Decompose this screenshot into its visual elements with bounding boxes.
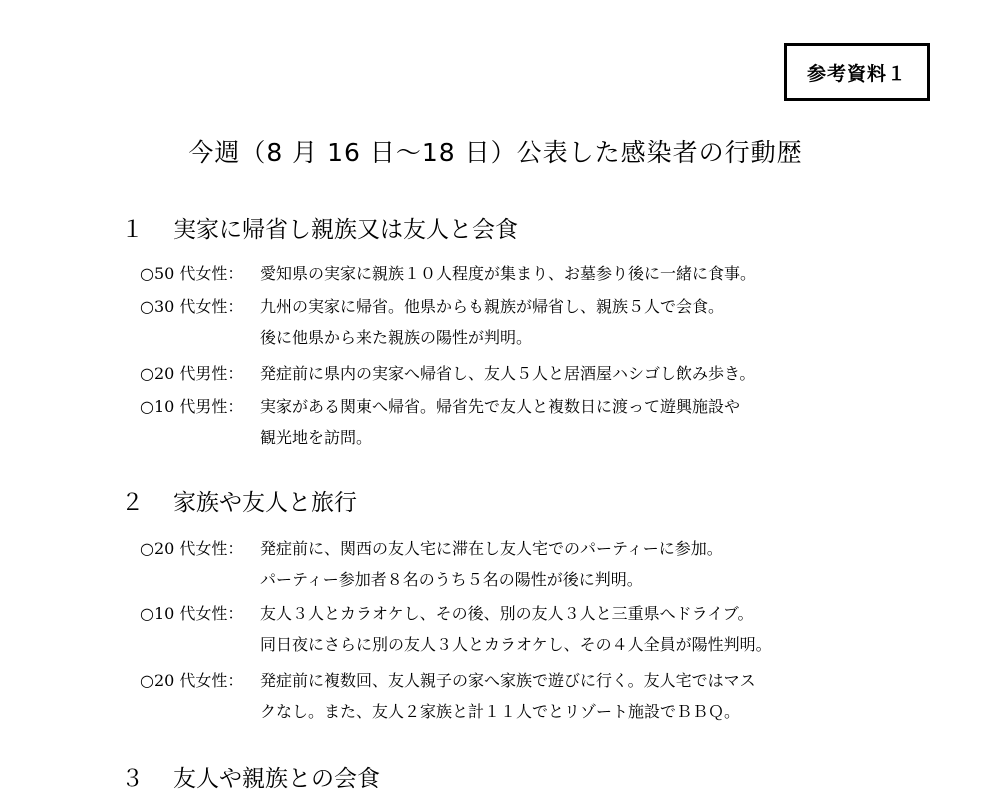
list-item <box>140 665 756 727</box>
section-number: ２ <box>121 490 144 516</box>
person-label: ○20 代女性： <box>140 671 244 690</box>
entry-line: 友人３人とカラオケし、その後、別の友人３人と三重県へドライブ。 <box>260 604 754 623</box>
section-heading <box>121 211 518 244</box>
list-item <box>140 291 724 353</box>
entry-description <box>260 533 723 595</box>
entry-description <box>260 358 755 389</box>
person-label: ○10 代男性： <box>140 397 244 416</box>
section-heading <box>121 760 380 793</box>
section-title: 友人や親族との会食 <box>173 766 380 792</box>
section-number: １ <box>121 217 144 243</box>
section-title: 家族や友人と旅行 <box>173 490 357 516</box>
entry-line: 観光地を訪問。 <box>260 428 373 447</box>
person-label: ○20 代男性： <box>140 364 244 383</box>
section-number: ３ <box>121 766 144 792</box>
entry-line: クなし。また、友人２家族と計１１人でとリゾート施設でＢＢＱ。 <box>260 702 741 721</box>
list-item <box>140 391 740 453</box>
list-item <box>140 533 723 595</box>
entry-line: 九州の実家に帰省。他県からも親族が帰省し、親族５人で会食。 <box>260 297 725 316</box>
list-item <box>140 598 772 660</box>
list-item <box>140 258 756 289</box>
reference-label-box <box>784 43 930 101</box>
person-label: ○30 代女性： <box>140 297 244 316</box>
entry-line: 発症前に、関西の友人宅に滞在し友人宅でのパーティーに参加。 <box>260 539 723 558</box>
entry-line: 実家がある関東へ帰省。帰省先で友人と複数日に渡って遊興施設や <box>260 397 741 416</box>
entry-line: 発症前に複数回、友人親子の家へ家族で遊びに行く。友人宅ではマス <box>260 671 756 690</box>
person-label: ○50 代女性： <box>140 264 244 283</box>
entry-description <box>260 391 740 453</box>
person-label: ○10 代女性： <box>140 604 244 623</box>
page-title: 今週（8 月 16 日～18 日）公表した感染者の行動歴 <box>188 138 803 167</box>
entry-description <box>260 598 772 660</box>
person-label: ○20 代女性： <box>140 539 244 558</box>
section-title: 実家に帰省し親族又は友人と会食 <box>173 217 518 243</box>
entry-line: 愛知県の実家に親族１０人程度が集まり、お墓参り後に一緒に食事。 <box>260 264 757 283</box>
entry-description <box>260 291 724 353</box>
reference-label: 参考資料１ <box>806 62 907 85</box>
entry-description <box>260 258 756 289</box>
entry-line: 発症前に県内の実家へ帰省し、友人５人と居酒屋ハシゴし飲み歩き。 <box>260 364 756 383</box>
entry-line: パーティー参加者８名のうち５名の陽性が後に判明。 <box>260 570 643 589</box>
entry-line: 同日夜にさらに別の友人３人とカラオケし、その４人全員が陽性判明。 <box>260 635 772 654</box>
entry-line: 後に他県から来た親族の陽性が判明。 <box>260 328 533 347</box>
section-heading <box>121 484 357 517</box>
entry-description <box>260 665 756 727</box>
list-item <box>140 358 755 389</box>
